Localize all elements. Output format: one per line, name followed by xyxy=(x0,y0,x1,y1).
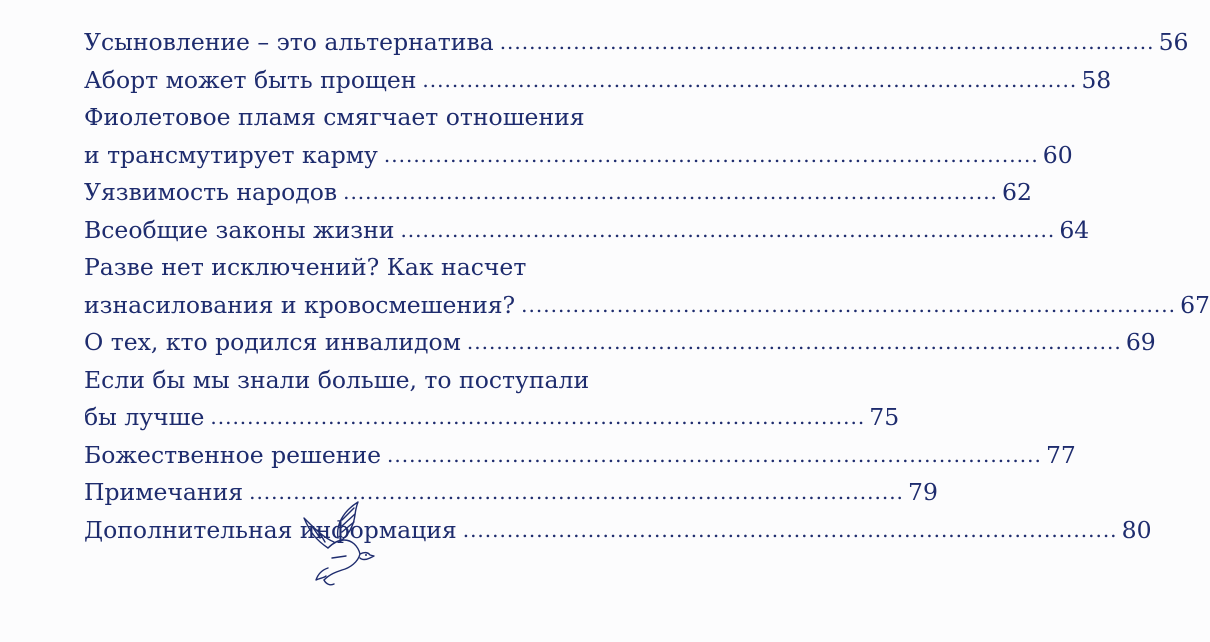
dove-icon xyxy=(298,498,378,590)
toc-entry-title: Если бы мы знали больше, то поступали xyxy=(84,365,590,394)
toc-entry-page: 56 xyxy=(1158,28,1189,56)
toc-entry-title: изнасилования и кровосмешения? xyxy=(84,290,516,319)
toc-entry-page: 77 xyxy=(1045,440,1076,469)
toc-entry-page: 75 xyxy=(869,403,900,431)
dot-leader: ......................................................................................... xyxy=(387,442,1042,467)
toc-entry-title: бы лучше xyxy=(84,403,205,431)
toc-entry xyxy=(84,62,1112,100)
toc-entry xyxy=(84,99,606,137)
toc-entry xyxy=(84,287,1210,325)
toc-entry-title: Фиолетовое пламя смягчает отношения xyxy=(84,103,585,131)
toc-entry-page: 62 xyxy=(1002,178,1032,206)
toc-entry-title: Дополнительная информация xyxy=(84,515,457,544)
toc-entry-page: 69 xyxy=(1125,328,1156,356)
toc-entry xyxy=(84,399,900,437)
toc-entry-title: Разве нет исключений? Как насчет xyxy=(84,253,527,281)
toc-entry-title: Примечания xyxy=(84,478,244,506)
dot-leader: ......................................................................................... xyxy=(466,330,1122,354)
toc-entry xyxy=(84,362,606,400)
dot-leader: ......................................................................................... xyxy=(521,292,1176,317)
dot-leader: ......................................................................................... xyxy=(343,180,998,204)
toc-entry xyxy=(84,174,1032,212)
toc-entry xyxy=(84,137,1073,175)
toc-entry xyxy=(84,249,606,287)
toc-entry-title: Божественное решение xyxy=(84,440,382,469)
toc-entry-title: Всеобщие законы жизни xyxy=(84,215,395,244)
toc-entry-title: Усыновление – это альтернатива xyxy=(84,28,494,56)
toc-entry-title: Аборт может быть прощен xyxy=(84,65,417,94)
toc-entry xyxy=(84,24,1189,62)
toc-entry-page: 58 xyxy=(1081,65,1112,94)
dot-leader: ......................................................................................... xyxy=(249,480,904,504)
toc-entry-page: 80 xyxy=(1121,515,1152,544)
toc-entry-page: 67 xyxy=(1180,290,1210,319)
toc-entry-title: Уязвимость народов xyxy=(84,178,338,206)
toc-entry-title: О тех, кто родился инвалидом xyxy=(84,328,461,356)
dot-leader: ......................................................................................... xyxy=(422,67,1078,92)
toc-entry xyxy=(84,212,1090,250)
dot-leader: ......................................................................................... xyxy=(383,142,1039,167)
toc-entry-page: 79 xyxy=(908,478,938,506)
dot-leader: ......................................................................................... xyxy=(400,217,1056,242)
toc-entry xyxy=(84,437,1076,475)
dot-leader: ......................................................................................... xyxy=(462,517,1118,542)
dot-leader: ......................................................................................... xyxy=(210,405,866,429)
toc-entry-page: 64 xyxy=(1059,215,1090,244)
toc-entry-page: 60 xyxy=(1042,140,1073,169)
toc-entry-title: и трансмутирует карму xyxy=(84,140,378,169)
toc-entry xyxy=(84,324,1156,362)
dot-leader: ......................................................................................... xyxy=(499,30,1155,54)
table-of-contents xyxy=(84,24,1210,549)
